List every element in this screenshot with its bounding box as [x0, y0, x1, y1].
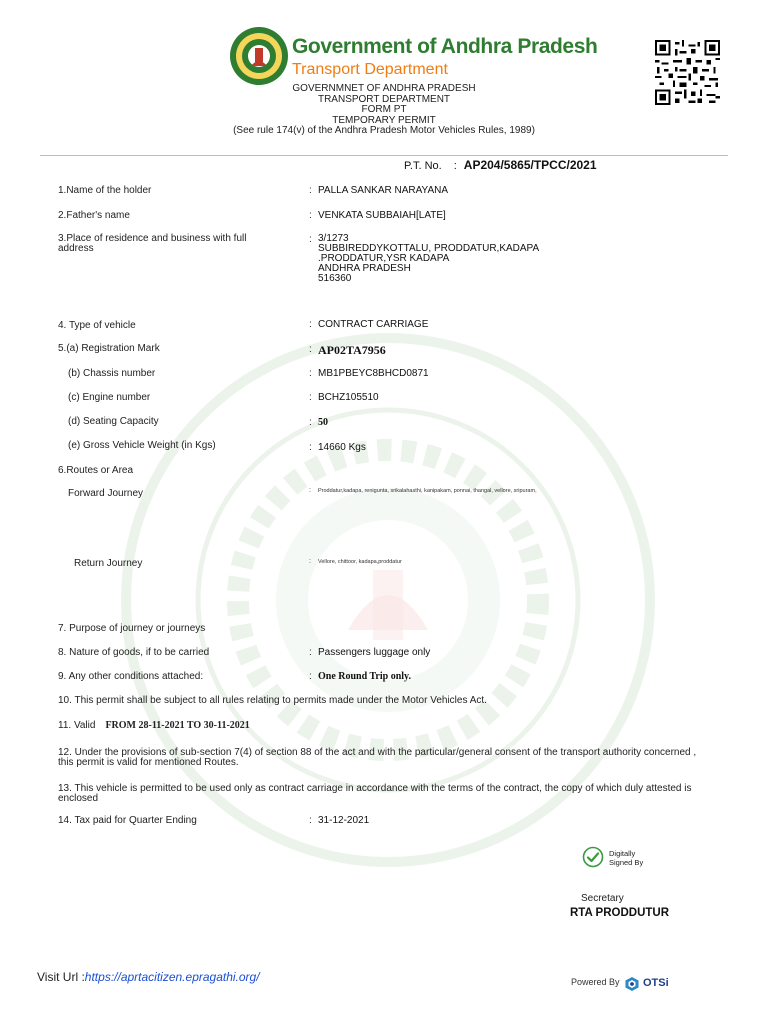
- return-journey-value: Vellore, chittoor, kadapa,proddatur: [318, 559, 402, 565]
- vehicle-type-value: CONTRACT CARRIAGE: [318, 319, 429, 330]
- clause-10: 10. This permit shall be subject to all rules relating to permits made under the Motor Vehicles Act.: [58, 695, 487, 706]
- permit-number: [404, 158, 597, 172]
- header-divider: [40, 155, 728, 156]
- routes-label: 6.Routes or Area: [58, 465, 134, 476]
- engine-value: BCHZ105510: [318, 392, 379, 403]
- address-line: ANDHRA PRADESH: [318, 263, 411, 274]
- seating-value: 50: [318, 417, 328, 428]
- forward-colon: :: [309, 487, 311, 494]
- goods-colon: :: [309, 647, 312, 658]
- vehicle-type-label: 4. Type of vehicle: [58, 320, 136, 331]
- conditions-colon: :: [309, 671, 312, 682]
- signature-text: [609, 849, 643, 867]
- signature-line: Signed By: [609, 858, 644, 867]
- father-colon: :: [309, 210, 312, 221]
- holder-label: 1.Name of the holder: [58, 185, 152, 196]
- father-label: 2.Father's name: [58, 210, 130, 221]
- chassis-value: MB1PBEYC8BHCD0871: [318, 368, 429, 379]
- forward-journey-label: Forward Journey: [68, 488, 144, 499]
- ap-seal-logo: [229, 26, 289, 86]
- return-colon: :: [309, 558, 311, 565]
- holder-value: PALLA SANKAR NARAYANA: [318, 185, 449, 196]
- seating-colon: :: [309, 417, 312, 428]
- address-line: SUBBIREDDYKOTTALU, PRODDATUR,KADAPA: [318, 243, 540, 254]
- validity: [58, 721, 728, 731]
- dept-title: Transport Department: [292, 61, 448, 78]
- address-line: .PRODDATUR,YSR KADAPA: [318, 253, 450, 264]
- visit-label: Visit Url :: [37, 970, 85, 984]
- authority-name: RTA PRODDUTUR: [570, 907, 670, 919]
- goods-value: Passengers luggage only: [318, 647, 431, 658]
- clause-12: [58, 748, 728, 768]
- conditions-value: One Round Trip only.: [318, 671, 411, 682]
- clause-13-line: enclosed: [58, 793, 99, 804]
- clause-13: [58, 784, 728, 804]
- visit-url-link[interactable]: https://aprtacitizen.epragathi.org/: [84, 970, 260, 984]
- forward-journey-value: Proddatur,kadapa, renigunta, srikalahasthi, kanipakam, ponnai, thangal, vellore, sripuram,: [318, 488, 537, 494]
- digital-signature[interactable]: [582, 846, 662, 872]
- return-journey-label: Return Journey: [74, 558, 143, 569]
- pt-number-value: AP204/5865/TPCC/2021: [463, 158, 597, 172]
- engine-colon: :: [309, 392, 312, 403]
- father-value: VENKATA SUBBAIAH[LATE]: [318, 210, 446, 221]
- tax-label: 14. Tax paid for Quarter Ending: [58, 815, 197, 826]
- gvw-label: (e) Gross Vehicle Weight (in Kgs): [68, 440, 216, 451]
- check-icon: [582, 846, 604, 868]
- valid-range: FROM 28-11-2021 TO 30-11-2021: [105, 720, 250, 731]
- chassis-label: (b) Chassis number: [68, 368, 156, 379]
- clause-12-line: 12. Under the provisions of sub-section 7(4) of section 88 of the act and with the particular/general consent of the transport authority concerned ,: [58, 747, 697, 758]
- goods-label: 8. Nature of goods, if to be carried: [58, 647, 210, 658]
- document-header: [0, 24, 768, 139]
- address-colon: :: [309, 234, 312, 245]
- registration-label: 5.(a) Registration Mark: [58, 343, 160, 354]
- heading-line: TEMPORARY PERMIT: [332, 114, 436, 126]
- pt-colon: :: [453, 160, 457, 172]
- otsi-logo-icon: [624, 976, 640, 992]
- pt-label: P.T. No.: [404, 160, 442, 172]
- purpose-label: 7. Purpose of journey or journeys: [58, 623, 206, 634]
- vehicle-type-colon: :: [309, 319, 312, 330]
- address-line: 3/1273: [318, 233, 349, 244]
- tax-value: 31-12-2021: [318, 815, 370, 826]
- clause-12-line: this permit is valid for mentioned Routes.: [58, 757, 239, 768]
- gvw-value: 14660 Kgs: [318, 442, 366, 453]
- form-heading: [0, 84, 768, 137]
- address-label: [58, 234, 246, 254]
- valid-label: 11. Valid: [58, 720, 96, 731]
- address-label-line: 3.Place of residence and business with full: [58, 233, 247, 244]
- registration-colon: :: [309, 344, 312, 355]
- address-line: 516360: [318, 273, 352, 284]
- address-label-line: address: [58, 243, 94, 254]
- conditions-label: 9. Any other conditions attached:: [58, 671, 204, 682]
- heading-line: (See rule 174(v) of the Andhra Pradesh Motor Vehicles Rules, 1989): [233, 125, 535, 136]
- address-value: [318, 234, 539, 284]
- engine-label: (c) Engine number: [68, 392, 151, 403]
- holder-colon: :: [309, 185, 312, 196]
- heading-line: FORM PT: [361, 104, 407, 115]
- chassis-colon: :: [309, 368, 312, 379]
- powered-by-label: Powered By: [571, 977, 620, 987]
- seating-label: (d) Seating Capacity: [68, 416, 159, 427]
- clause-13-line: 13. This vehicle is permitted to be used only as contract carriage in accordance with the terms of the contract, the copy of which duly attested is: [58, 783, 692, 794]
- heading-line: GOVERNMNET OF ANDHRA PRADESH: [292, 83, 476, 94]
- gvw-colon: :: [309, 442, 312, 453]
- tax-colon: :: [309, 815, 312, 826]
- gov-title: Government of Andhra Pradesh: [292, 35, 598, 58]
- visit-url: [37, 970, 260, 984]
- otsi-brand: OTSi: [643, 977, 669, 989]
- signature-line: Digitally: [609, 849, 636, 858]
- secretary-label: Secretary: [581, 893, 624, 904]
- heading-line: TRANSPORT DEPARTMENT: [317, 93, 451, 105]
- registration-value: AP02TA7956: [318, 343, 386, 357]
